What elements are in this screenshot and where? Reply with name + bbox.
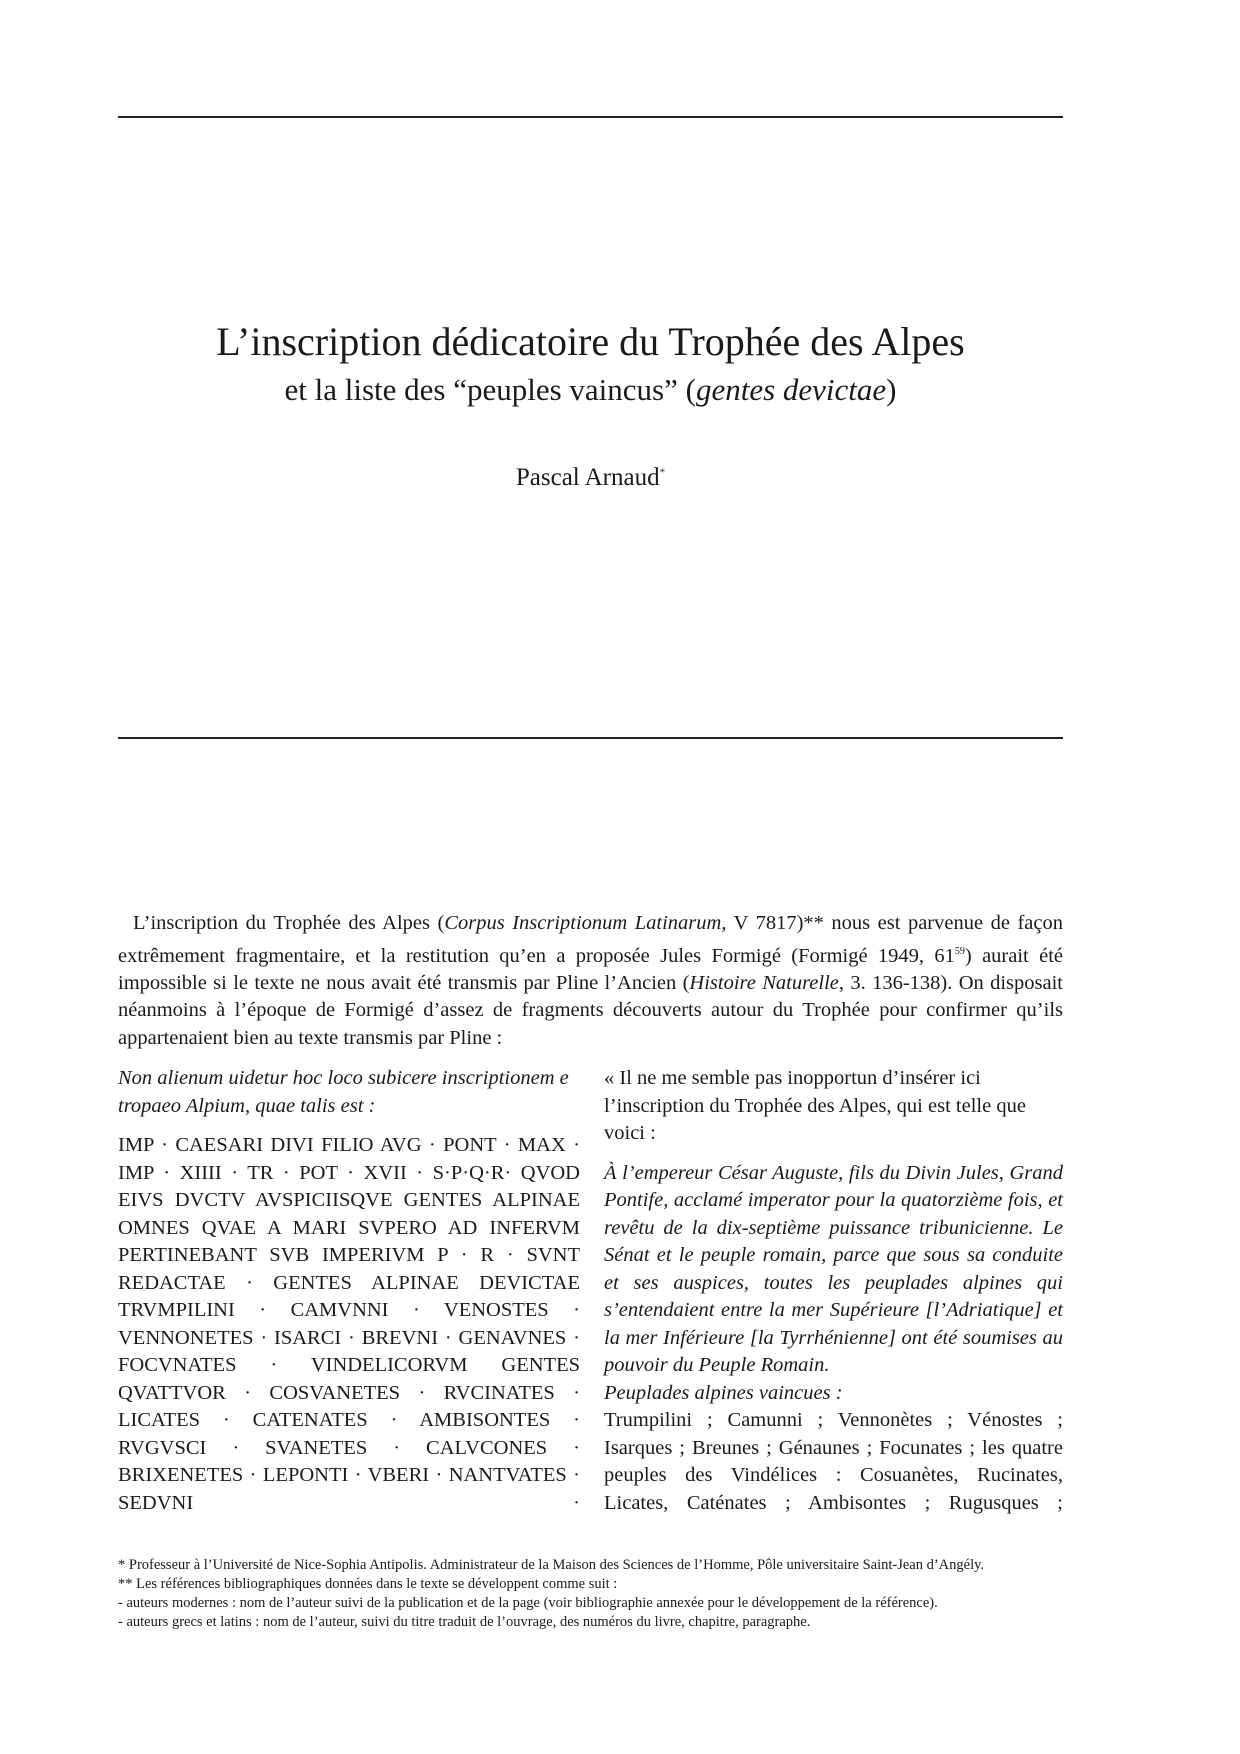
intro-sup: 59 [954, 945, 965, 957]
author-line [118, 464, 1063, 492]
intro-pliny-ref: Histoire Naturelle [689, 971, 839, 994]
top-rule [118, 116, 1063, 118]
footnotes [118, 1556, 1078, 1632]
french-translation: À l’empereur César Auguste, fils du Divin Jules, Grand Pontife, acclamé imperator pour la quatorzième fois, et revêtu de la dix-septième puissance tribunicienne. Le Sénat et le peuple romain, parce que sous sa conduite et ses auspices, toutes les peuplades alpines qui s’entendaient entre la mer Supérieure [l’Adriatique] et la mer Inférieure [la Tyrrhénienne] ont été soumises au pouvoir du Peuple Romain. [604, 1161, 1063, 1376]
latin-column [118, 1065, 580, 1517]
intro-text-3: ) aurait été impossible si le texte ne nous avait été transmis par Pline l’Ancien ( [118, 944, 1063, 994]
intro-cil-ref: Corpus Inscriptionum Latinarum, [444, 912, 727, 934]
subtitle-italic: gentes devictae [695, 372, 887, 407]
article-subtitle [118, 370, 1063, 410]
title-block [118, 318, 1063, 410]
french-intro: « Il ne me semble pas inopportun d’insérer ici l’inscription du Trophée des Alpes, qui est telle que voici : [604, 1067, 1026, 1144]
latin-intro: Non alienum uidetur hoc loco subicere inscriptionem e tropaeo Alpium, quae talis est : [118, 1067, 569, 1117]
peoples-list: Trumpilini ; Camunni ; Vennonètes ; Vénostes ; Isarques ; Breunes ; Génaunes ; Focunates ; les quatre peuples des Vindélices : Cosuanètes, Rucinates, Licates, Caténates ; Ambisontes ; Rugusques ; [604, 1409, 1063, 1514]
footnote-1: * Professeur à l’Université de Nice-Sophia Antipolis. Administrateur de la Maison des Sciences de l’Homme, Pôle universitaire Saint-Jean d’Angély. [118, 1557, 985, 1573]
author-footnote-mark: * [659, 466, 666, 479]
intro-text-4: , 3. 136-138). On disposait néanmoins à l’époque de Formigé d’assez de fragments découverts autour du Trophée pour confirmer qu’ils appartenaient bien au texte transmis par Pline : [118, 971, 1063, 1049]
french-column [604, 1065, 1063, 1517]
subtitle-text: et la liste des “peuples vaincus” ( [284, 372, 696, 407]
intro-paragraph [118, 910, 1063, 1052]
intro-text-2: V 7817)** nous est parvenue de façon extrêmement fragmentaire, et la restitution qu’en a proposée Jules Formigé (Formigé 1949, 61 [118, 912, 1063, 967]
subtitle-end: ) [886, 372, 897, 407]
footnote-4: - auteurs grecs et latins : nom de l’auteur, suivi du titre traduit de l’ouvrage, des numéros du livre, chapitre, paragraphe. [118, 1614, 811, 1630]
footnote-2: ** Les références bibliographiques données dans le texte se développent comme suit : [118, 1576, 618, 1592]
latin-inscription: IMP · CAESARI DIVI FILIO AVG · PONT · MAX · IMP · XIIII · TR · POT · XVII · S·P·Q·R· QVOD EIVS DVCTV AVSPICIISQVE GENTES ALPINAE OMNES QVAE A MARI SVPERO AD INFERVM PERTINEBANT SVB IMPERIVM P · R · SVNT REDACTAE · GENTES ALPINAE DEVICTAE TRVMPILINI · CAMVNNI · VENOSTES · VENNONETES · ISARCI · BREVNI · GENAVNES · FOCVNATES · VINDELICORVM GENTES QVATTVOR · COSVANETES · RVCINATES · LICATES · CATENATES · AMBISONTES · RVGVSCI · SVANETES · CALVCONES · BRIXENETES · LEPONTI · VBERI · NANTVATES · SEDVNI · [118, 1134, 580, 1514]
intro-text-1: L’inscription du Trophée des Alpes ( [133, 912, 445, 934]
footnote-3: - auteurs modernes : nom de l’auteur suivi de la publication et de la page (voir bibliographie annexée pour le développement de la référence). [118, 1595, 938, 1611]
article-title: L’inscription dédicatoire du Trophée des Alpes [216, 319, 965, 364]
peoples-heading: Peuplades alpines vaincues : [604, 1381, 843, 1404]
author-name: Pascal Arnaud [515, 464, 660, 491]
middle-rule [118, 737, 1063, 739]
